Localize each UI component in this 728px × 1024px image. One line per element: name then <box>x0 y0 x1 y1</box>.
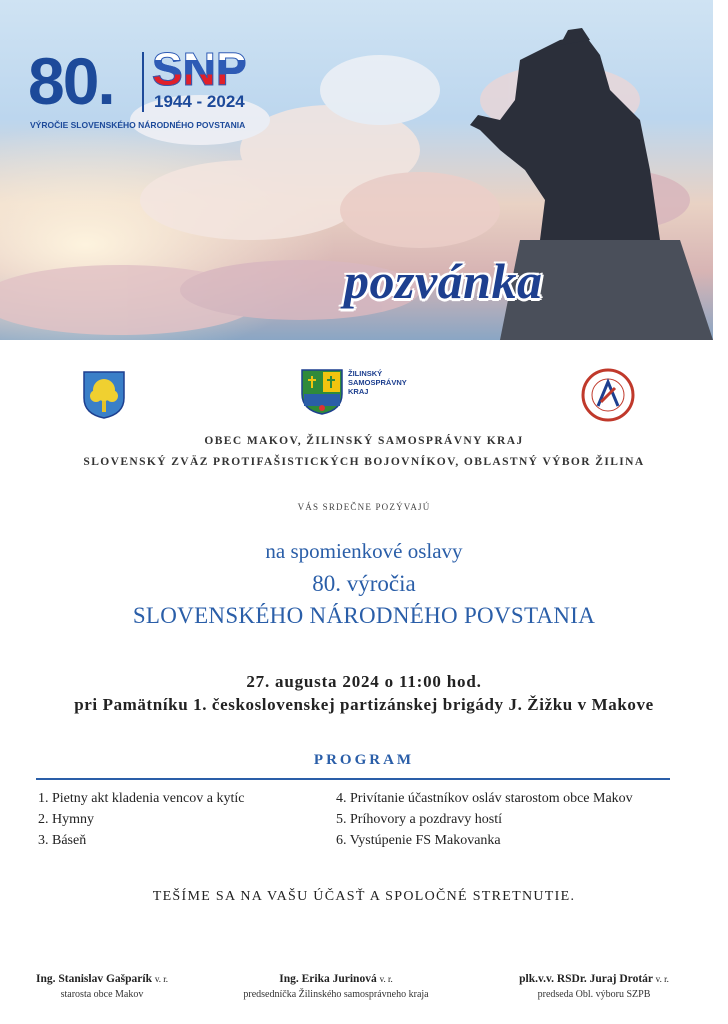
program-divider <box>36 778 670 780</box>
invitation-title: pozvánka <box>344 253 543 309</box>
szpb-emblem-icon <box>581 368 635 422</box>
logo-number: 80. <box>28 44 114 118</box>
signature-name-text: Ing. Stanislav Gašparík <box>35 973 152 985</box>
signature-name-text: plk.v.v. RSDr. Juraj Drotár <box>519 973 653 985</box>
program-title: PROGRAM <box>313 752 415 768</box>
signature-name <box>0 973 222 985</box>
event-title-line1: na spomienkové oslavy <box>265 539 463 563</box>
signature-role: predsedníčka Žilinského samosprávneho kraja <box>243 989 429 1000</box>
program-item-4: 4. Privítanie účastníkov osláv starostom obce Makov <box>336 791 633 806</box>
signature-role: starosta obce Makov <box>60 989 144 1000</box>
signature-vr: v. r. <box>154 974 169 984</box>
signature-name-text: Ing. Erika Jurinová <box>279 973 377 985</box>
program-item-6: 6. Vystúpenie FS Makovanka <box>336 833 501 848</box>
zsk-line2: SAMOSPRÁVNY <box>348 378 407 387</box>
zsk-line1: ŽILINSKÝ <box>348 369 383 378</box>
signature-name <box>474 973 714 985</box>
zsk-crest-icon <box>300 368 344 416</box>
signature-szpb-chair <box>474 973 714 1000</box>
event-title-line2: 80. výročia <box>312 571 416 596</box>
header-banner <box>0 0 713 340</box>
organizer-line1: OBEC MAKOV, ŽILINSKÝ SAMOSPRÁVNY KRAJ <box>204 435 524 447</box>
program-item-3: 3. Báseň <box>38 833 87 848</box>
signature-vr: v. r. <box>379 974 393 984</box>
signature-region-chair <box>216 973 456 1000</box>
program-list-left <box>38 788 244 851</box>
logo-divider <box>142 52 144 112</box>
logo-snp-text: SNP <box>152 43 247 95</box>
closing-text: TEŠÍME SA NA VAŠU ÚČASŤ A SPOLOČNÉ STRETNUTIE. <box>152 889 576 904</box>
organizer-line2: SLOVENSKÝ ZVÄZ PROTIFAŠISTICKÝCH BOJOVNÍKOV, OBLASTNÝ VÝBOR ŽILINA <box>83 456 645 468</box>
makov-crest-icon <box>82 370 126 420</box>
event-date-time: 27. augusta 2024 o 11:00 hod. <box>246 672 482 691</box>
zsk-logo-text <box>348 369 407 396</box>
program-item-1: 1. Pietny akt kladenia vencov a kytíc <box>38 791 245 806</box>
invite-text: VÁS SRDEČNE POZÝVAJÚ <box>297 502 431 512</box>
signature-role: predseda Obl. výboru SZPB <box>537 989 651 1000</box>
program-list-right <box>336 788 633 851</box>
signature-mayor <box>0 973 222 1000</box>
event-location: pri Pamätníku 1. československej partizánskej brigády J. Žižku v Makove <box>74 695 654 714</box>
zsk-line3: KRAJ <box>348 387 369 396</box>
program-item-2: 2. Hymny <box>38 812 94 827</box>
program-item-5: 5. Príhovory a pozdravy hostí <box>336 812 503 827</box>
logo-subtitle: VÝROČIE SLOVENSKÉHO NÁRODNÉHO POVSTANIA <box>30 120 246 130</box>
event-title-line3: SLOVENSKÉHO NÁRODNÉHO POVSTANIA <box>132 603 596 628</box>
logo-years: 1944 - 2024 <box>154 92 245 111</box>
signature-name <box>216 973 456 985</box>
signature-vr: v. r. <box>655 974 669 984</box>
